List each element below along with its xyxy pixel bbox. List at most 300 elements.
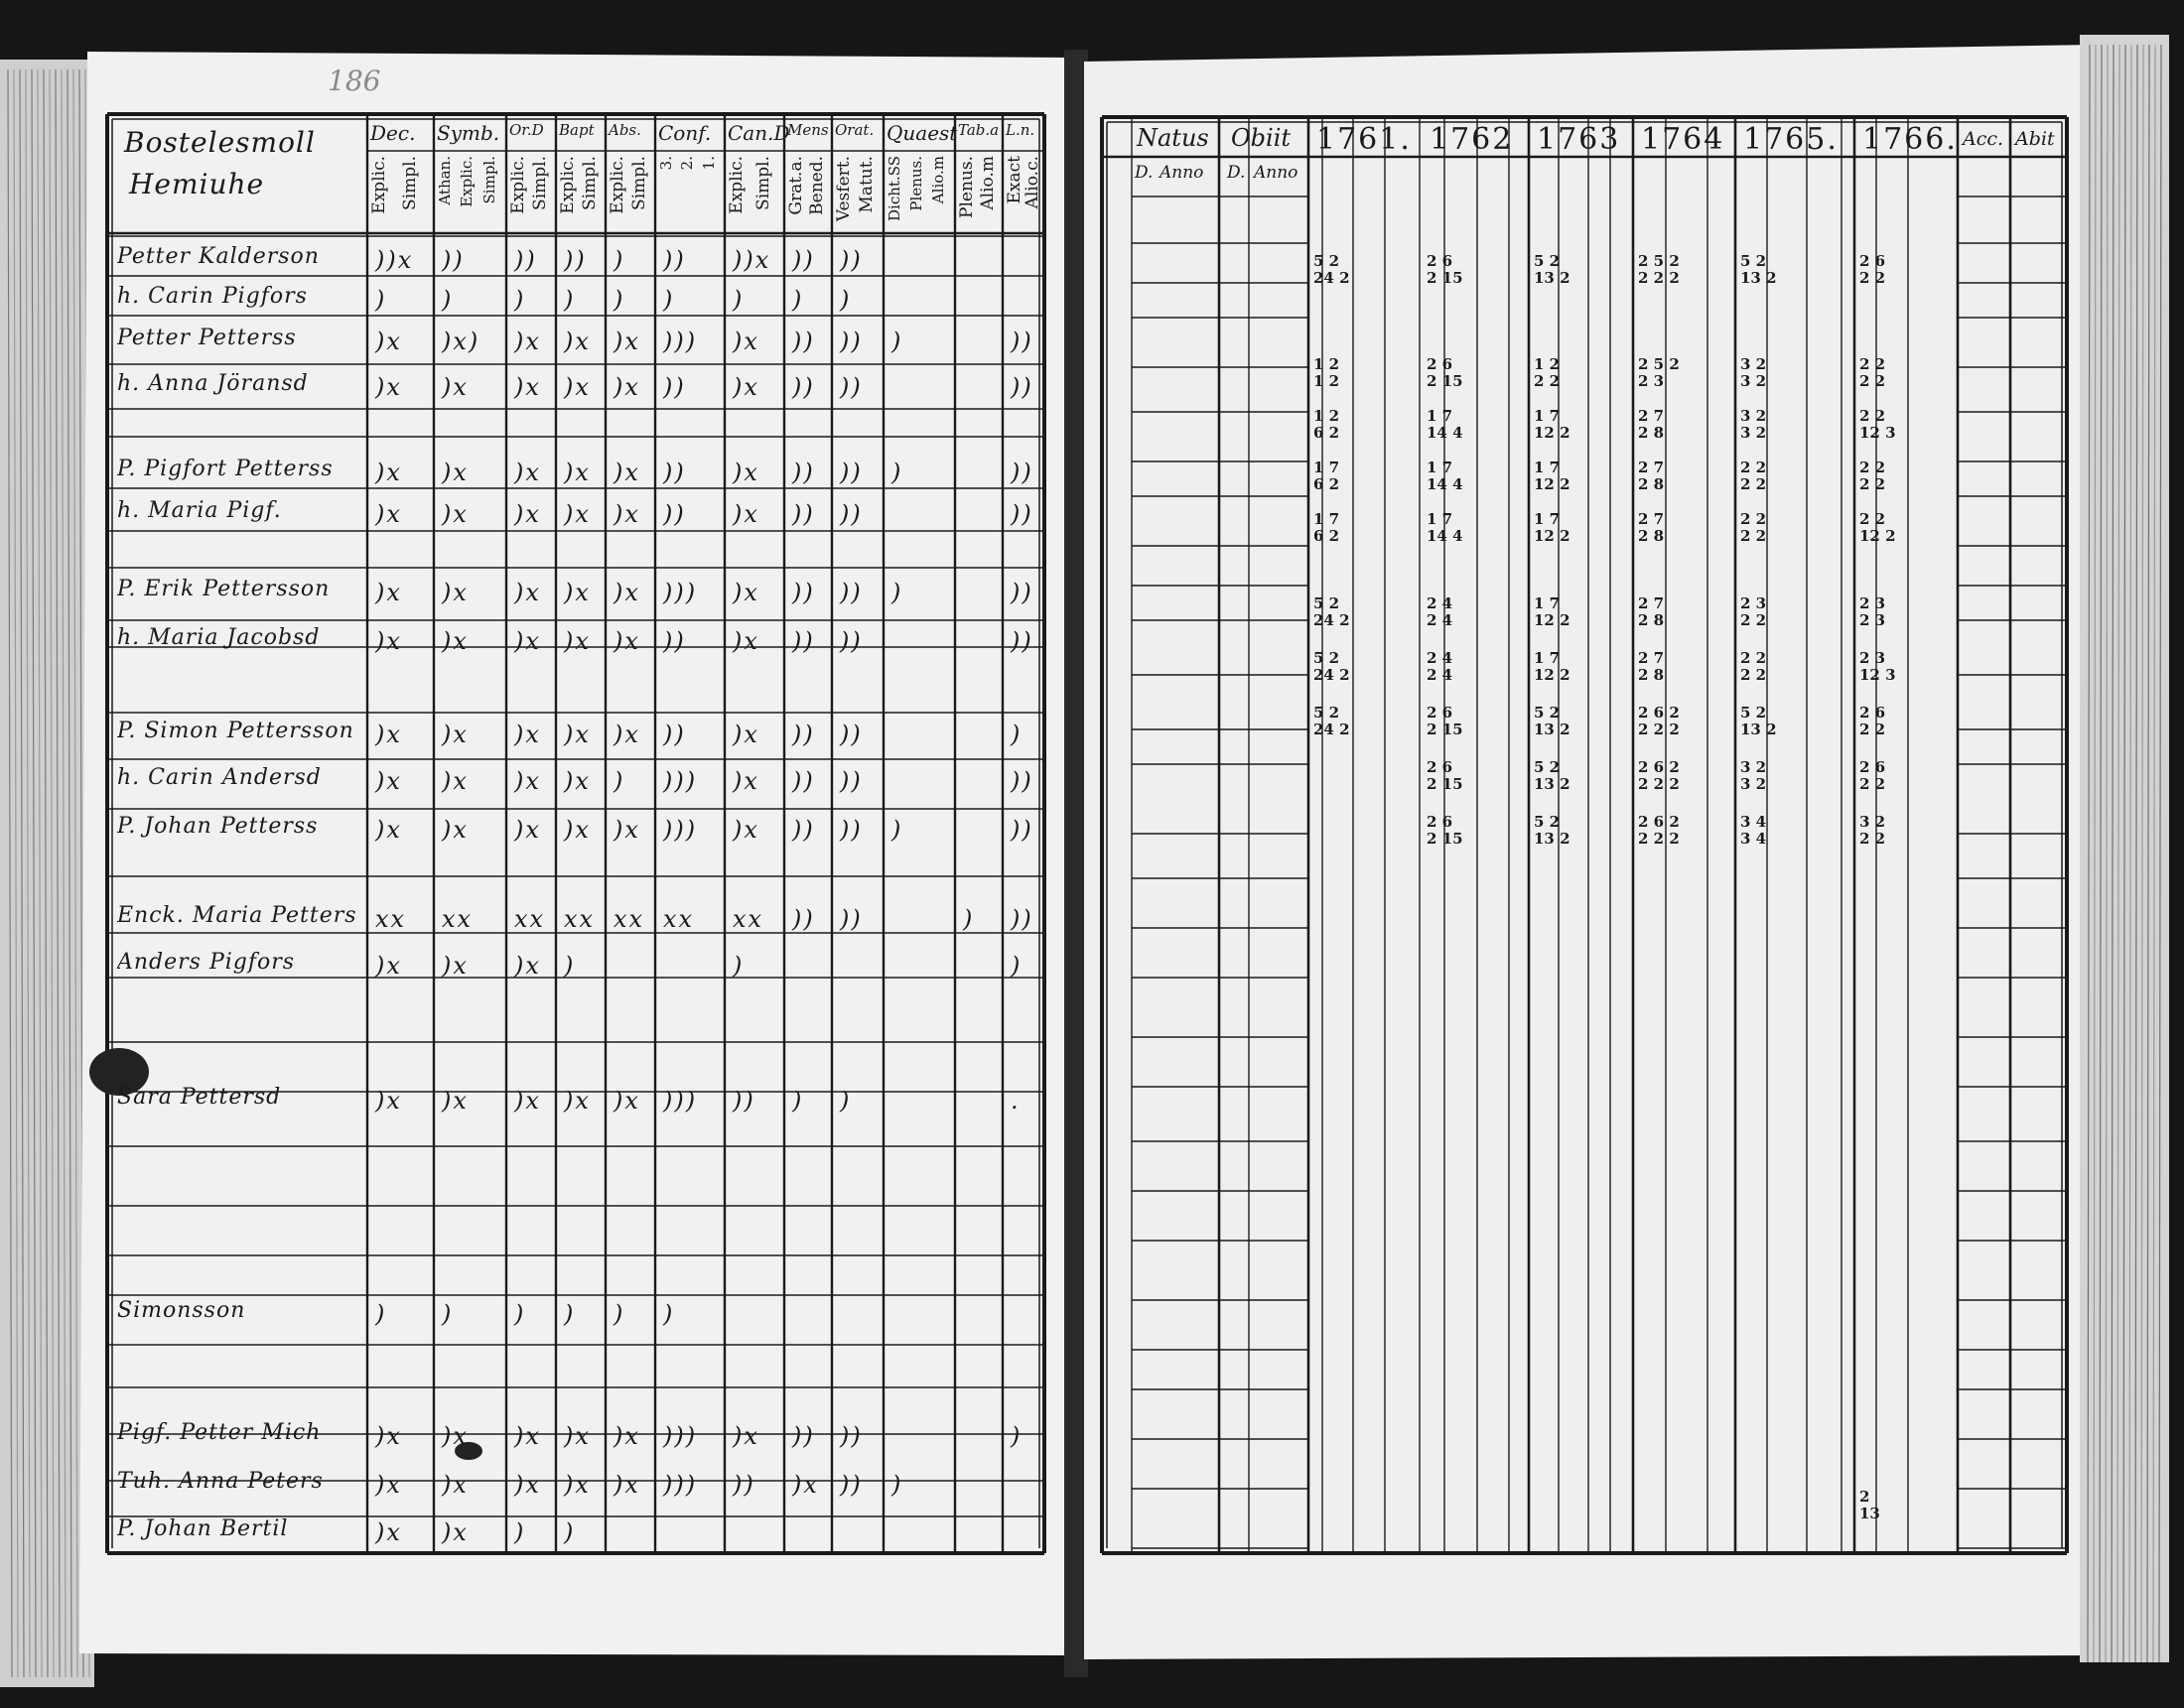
catechism-mark: )x — [564, 767, 591, 795]
catechism-mark: ) — [614, 286, 625, 314]
year-entry: 1 7 14 4 — [1427, 510, 1463, 545]
year-entry: 1 2 1 2 — [1313, 355, 1340, 390]
catechism-mark: )x — [614, 721, 640, 748]
catechism-mark: )) — [1011, 767, 1033, 795]
year-entry: 2 5 2 2 3 — [1638, 355, 1680, 390]
catechism-mark: ) — [564, 952, 576, 980]
year-entry: 1 7 12 2 — [1534, 510, 1570, 545]
catechism-mark: )) — [1011, 627, 1033, 655]
register-name: Enck. Maria Petters — [117, 905, 357, 927]
column-subheader: Explic. — [558, 156, 578, 214]
catechism-mark: )x — [733, 579, 759, 606]
register-name: P. Simon Pettersson — [117, 721, 354, 742]
year-entry: 2 7 2 8 — [1638, 594, 1665, 629]
year-entry: 3 2 3 2 — [1740, 355, 1767, 390]
catechism-mark: )x — [442, 1471, 469, 1499]
year-entry: 1 7 6 2 — [1313, 459, 1340, 493]
year-entry: 2 4 2 4 — [1427, 649, 1453, 684]
column-subheader: Matut. — [857, 156, 877, 213]
year-entry: 2 6 2 2 2 2 — [1638, 813, 1680, 848]
year-entry: 3 2 2 2 — [1859, 813, 1886, 848]
catechism-mark: )x — [564, 373, 591, 401]
catechism-mark: )x — [564, 500, 591, 528]
column-subheader: Athan. — [436, 156, 454, 205]
catechism-mark: ) — [792, 1087, 804, 1115]
column-header: Tab.a — [958, 121, 1000, 139]
year-entry: 2 6 2 15 — [1427, 355, 1463, 390]
catechism-mark: )x — [375, 627, 402, 655]
year-entry: 2 6 2 2 — [1859, 758, 1886, 793]
year-entry: 2 6 2 15 — [1427, 252, 1463, 287]
register-name: P. Erik Pettersson — [117, 579, 331, 600]
catechism-mark: )) — [840, 721, 863, 748]
catechism-mark: )x — [442, 1422, 469, 1450]
catechism-mark: )) — [1011, 905, 1033, 933]
column-subheader: Simpl. — [753, 156, 773, 210]
catechism-mark: xx — [514, 905, 546, 933]
year-entry: 2 2 2 2 — [1859, 355, 1886, 390]
column-subheader: Simpl. — [629, 156, 649, 210]
catechism-mark: ) — [614, 767, 625, 795]
catechism-mark: )x — [442, 767, 469, 795]
catechism-mark: )) — [840, 246, 863, 274]
catechism-mark: )x — [614, 328, 640, 355]
catechism-mark: )x — [375, 952, 402, 980]
year-header: 1762 — [1430, 122, 1514, 157]
catechism-mark: ) — [663, 286, 675, 314]
catechism-mark: . — [1011, 1087, 1021, 1115]
year-entry: 2 3 12 3 — [1859, 649, 1896, 684]
column-subheader: Alio.m — [978, 156, 998, 210]
column-subheader: Alio.m — [929, 156, 947, 204]
catechism-mark: )x — [442, 1087, 469, 1115]
catechism-mark: )x — [375, 373, 402, 401]
catechism-mark: ) — [891, 579, 903, 606]
year-entry: 3 2 3 2 — [1740, 758, 1767, 793]
year-entry: 2 6 2 15 — [1427, 704, 1463, 738]
catechism-mark: ) — [733, 952, 745, 980]
catechism-mark: )x — [514, 767, 541, 795]
catechism-mark: )) — [663, 373, 686, 401]
register-name: Anders Pigfors — [117, 952, 296, 974]
year-entry: 2 3 2 2 — [1740, 594, 1767, 629]
catechism-mark: )x — [614, 1087, 640, 1115]
column-header: Dec. — [370, 121, 416, 145]
catechism-mark: )x — [442, 373, 469, 401]
column-subheader: Simpl. — [580, 156, 600, 210]
catechism-mark: ) — [375, 1300, 387, 1328]
column-subheader: Vesfert. — [834, 156, 854, 222]
year-entry: 2 3 2 3 — [1859, 594, 1886, 629]
year-entry: 2 2 2 2 — [1740, 510, 1767, 545]
catechism-mark: ) — [840, 286, 852, 314]
column-subheader: Bened. — [807, 156, 827, 215]
year-entry: 2 6 2 2 2 2 — [1638, 758, 1680, 793]
catechism-mark: )x — [614, 816, 640, 844]
catechism-mark: ) — [514, 286, 526, 314]
catechism-mark: ) — [891, 816, 903, 844]
catechism-mark: )x — [375, 1087, 402, 1115]
catechism-mark: )) — [1011, 459, 1033, 486]
catechism-mark: )x — [375, 767, 402, 795]
catechism-mark: )) — [663, 246, 686, 274]
catechism-mark: )x — [375, 579, 402, 606]
catechism-mark: )) — [792, 246, 815, 274]
year-entry: 1 7 12 2 — [1534, 594, 1570, 629]
catechism-mark: )) — [1011, 579, 1033, 606]
column-subheader: Simpl. — [530, 156, 550, 210]
catechism-mark: )x — [564, 459, 591, 486]
year-header: 1761. — [1316, 122, 1412, 157]
catechism-mark: xx — [564, 905, 596, 933]
year-entry: 5 2 24 2 — [1313, 704, 1350, 738]
column-subheader: Explic. — [369, 156, 389, 214]
catechism-mark: )x — [442, 459, 469, 486]
column-subheader: Explic. — [508, 156, 528, 214]
catechism-mark: )x — [733, 500, 759, 528]
catechism-mark: )x — [375, 721, 402, 748]
catechism-mark: )) — [840, 627, 863, 655]
catechism-mark: )x — [564, 1422, 591, 1450]
catechism-mark: )) — [840, 1471, 863, 1499]
catechism-mark: )x — [564, 721, 591, 748]
column-subheader: Explic. — [727, 156, 747, 214]
year-entry: 2 2 2 2 — [1859, 459, 1886, 493]
column-header: Mens — [787, 121, 829, 139]
catechism-mark: )x — [614, 1471, 640, 1499]
catechism-mark: )) — [792, 905, 815, 933]
catechism-mark: )x — [514, 816, 541, 844]
catechism-mark: )) — [840, 767, 863, 795]
catechism-mark: )x — [514, 328, 541, 355]
year-entry: 2 5 2 2 2 2 — [1638, 252, 1680, 287]
catechism-mark: ) — [614, 246, 625, 274]
year-entry: 2 7 2 8 — [1638, 649, 1665, 684]
catechism-mark: )x — [442, 952, 469, 980]
register-name: Simonsson — [117, 1300, 246, 1322]
year-entry: 1 2 2 2 — [1534, 355, 1561, 390]
catechism-mark: )x — [514, 952, 541, 980]
catechism-mark: )) — [514, 246, 537, 274]
catechism-mark: xx — [375, 905, 407, 933]
catechism-mark: )x — [614, 1422, 640, 1450]
catechism-mark: ) — [442, 286, 454, 314]
catechism-mark: )x — [733, 767, 759, 795]
year-header: 1766. — [1862, 122, 1958, 157]
catechism-mark: )x — [514, 1471, 541, 1499]
catechism-mark: )x — [614, 373, 640, 401]
column-header: Orat. — [835, 121, 875, 139]
catechism-mark: )x — [442, 627, 469, 655]
catechism-mark: )x — [375, 1518, 402, 1546]
catechism-mark: ) — [891, 459, 903, 486]
catechism-mark: )) — [792, 459, 815, 486]
subheader-natus-anno: Anno — [1160, 163, 1204, 183]
catechism-mark: )x — [733, 1422, 759, 1450]
column-header: Can.D — [728, 121, 790, 145]
catechism-mark: ) — [891, 328, 903, 355]
catechism-mark: )) — [840, 816, 863, 844]
catechism-mark: )) — [442, 246, 465, 274]
register-name: h. Anna Jöransd — [117, 373, 309, 395]
catechism-mark: )) — [663, 459, 686, 486]
catechism-mark: ) — [663, 1300, 675, 1328]
catechism-mark: )x — [733, 459, 759, 486]
year-entry: 3 4 3 4 — [1740, 813, 1767, 848]
catechism-mark: ) — [891, 1471, 903, 1499]
year-entry: 5 2 13 2 — [1534, 758, 1570, 793]
page-number: 186 — [328, 65, 381, 97]
catechism-mark: )) — [840, 459, 863, 486]
table-title-line-1: Bostelesmoll — [124, 126, 316, 159]
catechism-mark: )) — [663, 500, 686, 528]
catechism-mark: )x — [375, 816, 402, 844]
catechism-mark: ))) — [663, 1087, 698, 1115]
year-entry: 1 7 12 2 — [1534, 459, 1570, 493]
catechism-mark: )) — [792, 328, 815, 355]
catechism-mark: ) — [1011, 952, 1023, 980]
catechism-mark: )x — [733, 721, 759, 748]
catechism-mark: )x — [514, 500, 541, 528]
catechism-mark: )) — [840, 500, 863, 528]
year-entry: 2 6 2 2 — [1859, 704, 1886, 738]
catechism-mark: ))) — [663, 1471, 698, 1499]
column-subheader: Simpl. — [479, 156, 498, 204]
year-entry: 5 2 13 2 — [1534, 252, 1570, 287]
column-header: Abs. — [609, 121, 641, 139]
year-entry: 2 7 2 8 — [1638, 510, 1665, 545]
year-entry: 2 7 2 8 — [1638, 407, 1665, 442]
catechism-mark: )x — [792, 1471, 819, 1499]
catechism-mark: )) — [663, 721, 686, 748]
year-entry: 2 6 2 2 2 2 — [1638, 704, 1680, 738]
register-name: P. Johan Petterss — [117, 816, 319, 838]
catechism-mark: )x — [564, 627, 591, 655]
catechism-mark: )) — [792, 579, 815, 606]
right-page — [1084, 45, 2095, 1659]
catechism-mark: )x — [442, 721, 469, 748]
catechism-mark: )) — [792, 627, 815, 655]
catechism-mark: )x) — [442, 328, 480, 355]
subheader-obiit-anno: Anno — [1254, 163, 1298, 183]
table-title-line-2: Hemiuhe — [129, 168, 265, 200]
catechism-mark: )) — [792, 1422, 815, 1450]
year-entry: 1 7 6 2 — [1313, 510, 1340, 545]
year-entry: 2 6 2 2 — [1859, 252, 1886, 287]
year-entry: 2 2 2 2 — [1740, 459, 1767, 493]
catechism-mark: )) — [840, 373, 863, 401]
catechism-mark: ))) — [663, 579, 698, 606]
column-subheader: 1. — [699, 156, 718, 171]
year-entry: 5 2 13 2 — [1534, 813, 1570, 848]
register-name: Petter Petterss — [117, 328, 297, 349]
catechism-mark: )x — [514, 1087, 541, 1115]
catechism-mark: )) — [1011, 328, 1033, 355]
catechism-mark: ) — [514, 1518, 526, 1546]
catechism-mark: )x — [614, 500, 640, 528]
catechism-mark: ) — [1011, 1422, 1023, 1450]
catechism-mark: ) — [564, 286, 576, 314]
year-header: 1765. — [1743, 122, 1839, 157]
register-name: Petter Kalderson — [117, 246, 320, 268]
catechism-mark: )x — [564, 328, 591, 355]
catechism-mark: )x — [375, 459, 402, 486]
catechism-mark: ))) — [663, 328, 698, 355]
year-entry: 2 2 2 2 — [1740, 649, 1767, 684]
register-name: Tuh. Anna Peters — [117, 1471, 324, 1493]
catechism-mark: )x — [514, 459, 541, 486]
catechism-mark: )x — [375, 1471, 402, 1499]
catechism-mark: xx — [663, 905, 695, 933]
catechism-mark: )x — [514, 627, 541, 655]
catechism-mark: )x — [442, 816, 469, 844]
year-entry: 2 13 — [1859, 1488, 1880, 1522]
subheader-obiit-day: D. — [1227, 163, 1246, 183]
catechism-mark: )) — [792, 721, 815, 748]
year-entry: 5 2 24 2 — [1313, 649, 1350, 684]
catechism-mark: )x — [514, 579, 541, 606]
year-entry: 5 2 13 2 — [1740, 252, 1777, 287]
year-entry: 1 7 14 4 — [1427, 459, 1463, 493]
year-entry: 1 7 14 4 — [1427, 407, 1463, 442]
catechism-mark: )x — [733, 627, 759, 655]
catechism-mark: )x — [442, 579, 469, 606]
catechism-mark: )) — [1011, 373, 1033, 401]
catechism-mark: ) — [792, 286, 804, 314]
catechism-mark: )) — [663, 627, 686, 655]
column-subheader: 3. — [657, 156, 675, 171]
column-subheader: Explic. — [458, 156, 477, 207]
register-name: P. Pigfort Petterss — [117, 459, 334, 480]
catechism-mark: )x — [564, 1087, 591, 1115]
column-header: L.n. — [1006, 121, 1035, 139]
catechism-mark: )x — [442, 500, 469, 528]
column-subheader: Explic. — [608, 156, 627, 214]
header-obiit: Obiit — [1231, 124, 1292, 152]
catechism-mark: )) — [840, 905, 863, 933]
catechism-mark: ))) — [663, 767, 698, 795]
register-name: P. Johan Bertil — [117, 1518, 289, 1540]
year-entry: 2 6 2 15 — [1427, 813, 1463, 848]
catechism-mark: )x — [514, 1422, 541, 1450]
year-entry: 5 2 24 2 — [1313, 594, 1350, 629]
catechism-mark: )x — [442, 1518, 469, 1546]
catechism-mark: )x — [514, 373, 541, 401]
catechism-mark: )) — [792, 373, 815, 401]
catechism-mark: )x — [514, 721, 541, 748]
catechism-mark: )) — [840, 1422, 863, 1450]
year-header: 1763 — [1537, 122, 1621, 157]
catechism-mark: ) — [442, 1300, 454, 1328]
catechism-mark: ) — [564, 1300, 576, 1328]
year-entry: 2 4 2 4 — [1427, 594, 1453, 629]
catechism-mark: )x — [564, 1471, 591, 1499]
column-subheader: 2. — [678, 156, 697, 171]
catechism-mark: ))) — [663, 1422, 698, 1450]
column-subheader: Simpl. — [399, 156, 420, 210]
catechism-mark: )x — [614, 627, 640, 655]
catechism-mark: )) — [792, 816, 815, 844]
register-name: h. Maria Pigf. — [117, 500, 282, 522]
catechism-mark: ))x — [733, 246, 771, 274]
subheader-natus-day: D. — [1135, 163, 1154, 183]
catechism-mark: ) — [614, 1300, 625, 1328]
catechism-mark: xx — [442, 905, 474, 933]
year-header: 1764 — [1641, 122, 1725, 157]
catechism-mark: ) — [840, 1087, 852, 1115]
year-entry: 2 7 2 8 — [1638, 459, 1665, 493]
catechism-mark: ))x — [375, 246, 414, 274]
catechism-mark: )x — [614, 459, 640, 486]
catechism-mark: )) — [840, 328, 863, 355]
catechism-mark: )x — [733, 373, 759, 401]
catechism-mark: ) — [564, 1518, 576, 1546]
year-entry: 2 6 2 15 — [1427, 758, 1463, 793]
register-name: h. Carin Andersd — [117, 767, 322, 789]
catechism-mark: ) — [733, 286, 745, 314]
year-entry: 1 7 12 2 — [1534, 407, 1570, 442]
catechism-mark: )) — [564, 246, 587, 274]
catechism-mark: )) — [1011, 816, 1033, 844]
column-header: Conf. — [658, 121, 712, 145]
year-entry: 2 2 12 2 — [1859, 510, 1896, 545]
year-entry: 5 2 24 2 — [1313, 252, 1350, 287]
header-abiit: Abit — [2015, 128, 2055, 150]
catechism-mark: )x — [375, 500, 402, 528]
header-accessit: Acc. — [1963, 128, 2004, 150]
catechism-mark: )x — [733, 328, 759, 355]
column-header: Quaest — [887, 121, 958, 145]
column-header: Or.D — [509, 121, 544, 139]
year-entry: 1 7 12 2 — [1534, 649, 1570, 684]
column-subheader: Dicht.SS — [886, 156, 903, 221]
register-name: h. Carin Pigfors — [117, 286, 308, 308]
catechism-mark: )x — [733, 816, 759, 844]
catechism-mark: )) — [840, 579, 863, 606]
catechism-mark: )) — [792, 767, 815, 795]
register-name: h. Maria Jacobsd — [117, 627, 321, 649]
catechism-mark: )x — [375, 1422, 402, 1450]
catechism-mark: )x — [564, 579, 591, 606]
column-subheader: Plenus. — [957, 156, 977, 218]
year-entry: 5 2 13 2 — [1534, 704, 1570, 738]
column-subheader: Grat.a. — [786, 156, 806, 215]
catechism-mark: xx — [614, 905, 645, 933]
catechism-mark: )x — [614, 579, 640, 606]
catechism-mark: ) — [514, 1300, 526, 1328]
catechism-mark: )) — [733, 1087, 755, 1115]
catechism-mark: )x — [375, 328, 402, 355]
catechism-mark: ) — [375, 286, 387, 314]
column-subheader: Exact — [1005, 156, 1024, 204]
column-subheader: Plenus. — [907, 156, 925, 211]
catechism-mark: )) — [733, 1471, 755, 1499]
header-natus: Natus — [1137, 124, 1209, 152]
register-name: Pigf. Petter Mich — [117, 1422, 322, 1444]
catechism-mark: )) — [792, 500, 815, 528]
catechism-mark: ) — [963, 905, 975, 933]
register-name: Sara Pettersd — [117, 1087, 282, 1109]
catechism-mark: )x — [564, 816, 591, 844]
column-header: Symb. — [437, 121, 500, 145]
catechism-mark: xx — [733, 905, 764, 933]
year-entry: 2 2 12 3 — [1859, 407, 1896, 442]
catechism-mark: ) — [1011, 721, 1023, 748]
column-subheader: Alio.c. — [1023, 156, 1042, 209]
column-header: Bapt — [559, 121, 595, 139]
year-entry: 5 2 13 2 — [1740, 704, 1777, 738]
catechism-mark: ))) — [663, 816, 698, 844]
